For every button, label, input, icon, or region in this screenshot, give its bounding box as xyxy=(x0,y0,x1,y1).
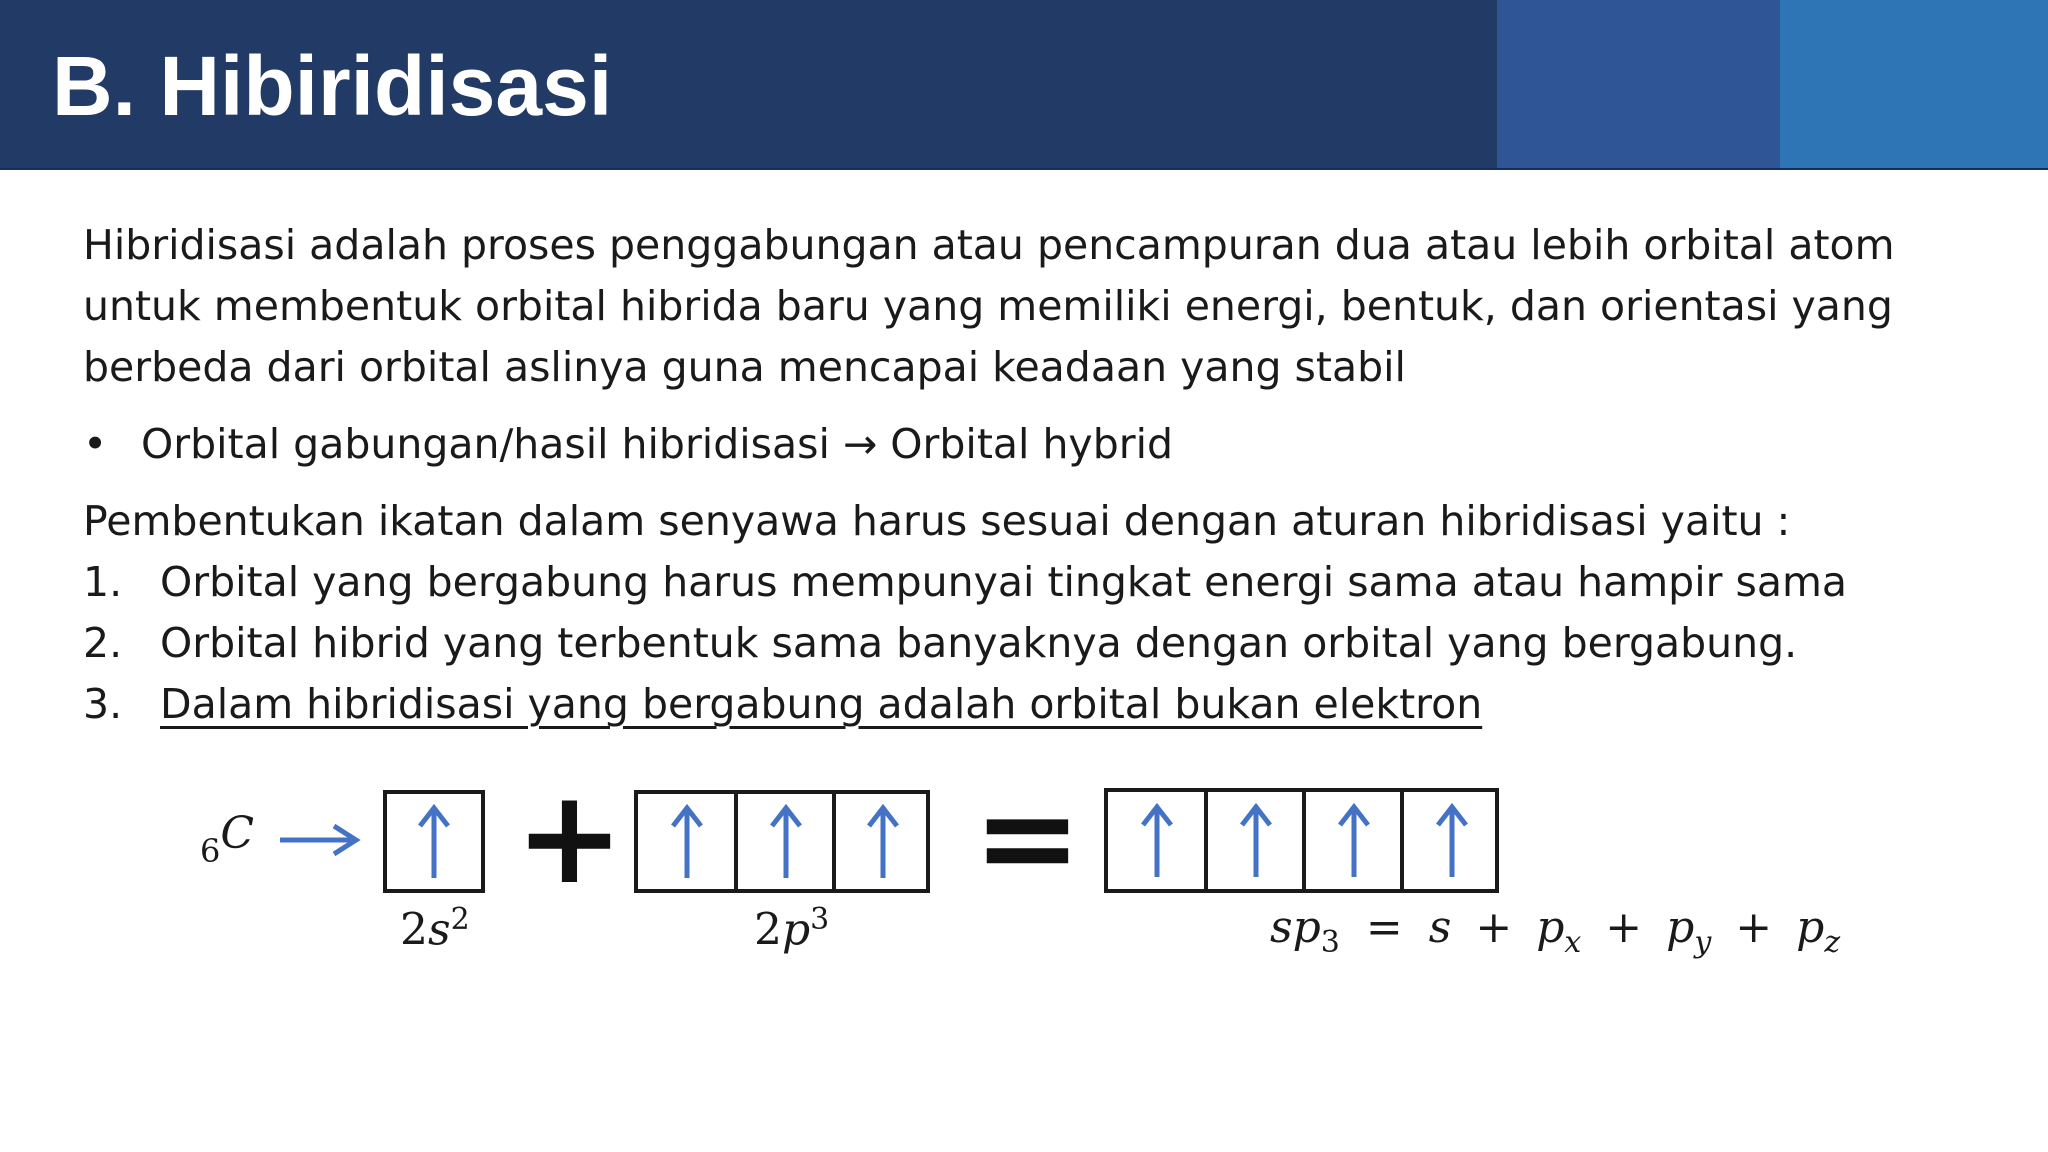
electron-up-arrow-icon xyxy=(1334,801,1374,881)
electron-up-arrow-icon xyxy=(667,802,707,882)
electron-up-arrow-icon xyxy=(1236,801,1276,881)
title-bar-accent-band xyxy=(1497,0,1780,168)
electron-up-arrow-icon xyxy=(1432,801,1472,881)
eq-lhs-sub: 3 xyxy=(1320,924,1340,960)
orbital-2s-box xyxy=(383,790,485,893)
eq-lhs: sp xyxy=(1270,902,1321,953)
orbital-2p-label xyxy=(754,902,829,956)
equals-sign: = xyxy=(973,761,1082,913)
orbital-cell xyxy=(734,794,834,889)
orbital-cell xyxy=(638,794,736,889)
orbital-coefficient: 2 xyxy=(754,904,782,956)
orbital-coefficient: 2 xyxy=(400,904,428,956)
orbital-electron-count: 3 xyxy=(810,902,830,937)
orbital-cell xyxy=(1204,792,1304,889)
orbital-cell xyxy=(832,794,930,889)
orbital-letter: s xyxy=(428,904,451,956)
rule-text: Dalam hibridisasi yang bergabung adalah orbital bukan elektron xyxy=(160,680,1483,728)
slide-body xyxy=(83,215,1983,735)
title-bar-accent-band-light xyxy=(1780,0,2048,168)
definition-paragraph: Hibridisasi adalah proses penggabungan atau pencampuran dua atau lebih orbital atom untuk membentuk orbital hibrida baru yang memiliki energi, bentuk, dan orientasi yang berbeda dari orbital aslinya guna mencapai keadaan yang stabil xyxy=(83,221,1895,391)
atomic-number: 6 xyxy=(200,832,221,870)
electron-up-arrow-icon xyxy=(863,802,903,882)
orbital-sp3-box xyxy=(1104,788,1499,893)
bullet-text: Orbital gabungan/hasil hibridisasi → Orbital hybrid xyxy=(141,420,1173,468)
eq-p: p xyxy=(1536,902,1565,953)
rules-intro: Pembentukan ikatan dalam senyawa harus sesuai dengan aturan hibridisasi yaitu : xyxy=(83,497,1791,545)
rule-number: 1. xyxy=(83,558,123,606)
eq-s: s xyxy=(1428,902,1452,953)
eq-p: p xyxy=(1796,902,1825,953)
rule-number: 3. xyxy=(83,680,123,728)
orbital-2s-label xyxy=(400,902,470,956)
orbital-2p-box xyxy=(634,790,930,893)
rules-list xyxy=(83,552,1983,735)
electron-up-arrow-icon xyxy=(766,802,806,882)
rule-item xyxy=(83,674,1983,735)
electron-up-arrow-icon xyxy=(1137,801,1177,881)
rule-text: Orbital hibrid yang terbentuk sama banyaknya dengan orbital yang bergabung. xyxy=(160,619,1798,667)
bullet-item xyxy=(83,414,1983,475)
rule-number: 2. xyxy=(83,619,123,667)
rule-item xyxy=(83,552,1983,613)
slide-title: B. Hibiridisasi xyxy=(52,39,613,133)
element-letter: C xyxy=(220,808,255,859)
orbital-cell xyxy=(1400,792,1499,889)
eq-plus: + xyxy=(1475,902,1513,953)
orbital-cell xyxy=(387,794,481,889)
bullet-marker: • xyxy=(83,420,108,468)
eq-plus: + xyxy=(1735,902,1773,953)
eq-py-sub: y xyxy=(1694,924,1712,960)
title-bar-divider xyxy=(0,168,2048,170)
sp3-equation xyxy=(1270,902,1840,960)
carbon-symbol xyxy=(200,808,255,870)
eq-plus: + xyxy=(1605,902,1643,953)
orbital-cell xyxy=(1302,792,1402,889)
orbital-electron-count: 2 xyxy=(450,902,470,937)
rule-item xyxy=(83,613,1983,674)
electron-up-arrow-icon xyxy=(414,802,454,882)
eq-equals: = xyxy=(1365,902,1403,953)
orbital-cell xyxy=(1108,792,1206,889)
eq-px-sub: x xyxy=(1564,924,1582,960)
arrow-right-icon xyxy=(278,822,362,858)
orbital-letter: p xyxy=(782,904,811,956)
eq-p: p xyxy=(1666,902,1695,953)
rule-text: Orbital yang bergabung harus mempunyai tingkat energi sama atau hampir sama xyxy=(160,558,1848,606)
plus-sign: + xyxy=(515,761,624,913)
eq-pz-sub: z xyxy=(1824,924,1841,960)
